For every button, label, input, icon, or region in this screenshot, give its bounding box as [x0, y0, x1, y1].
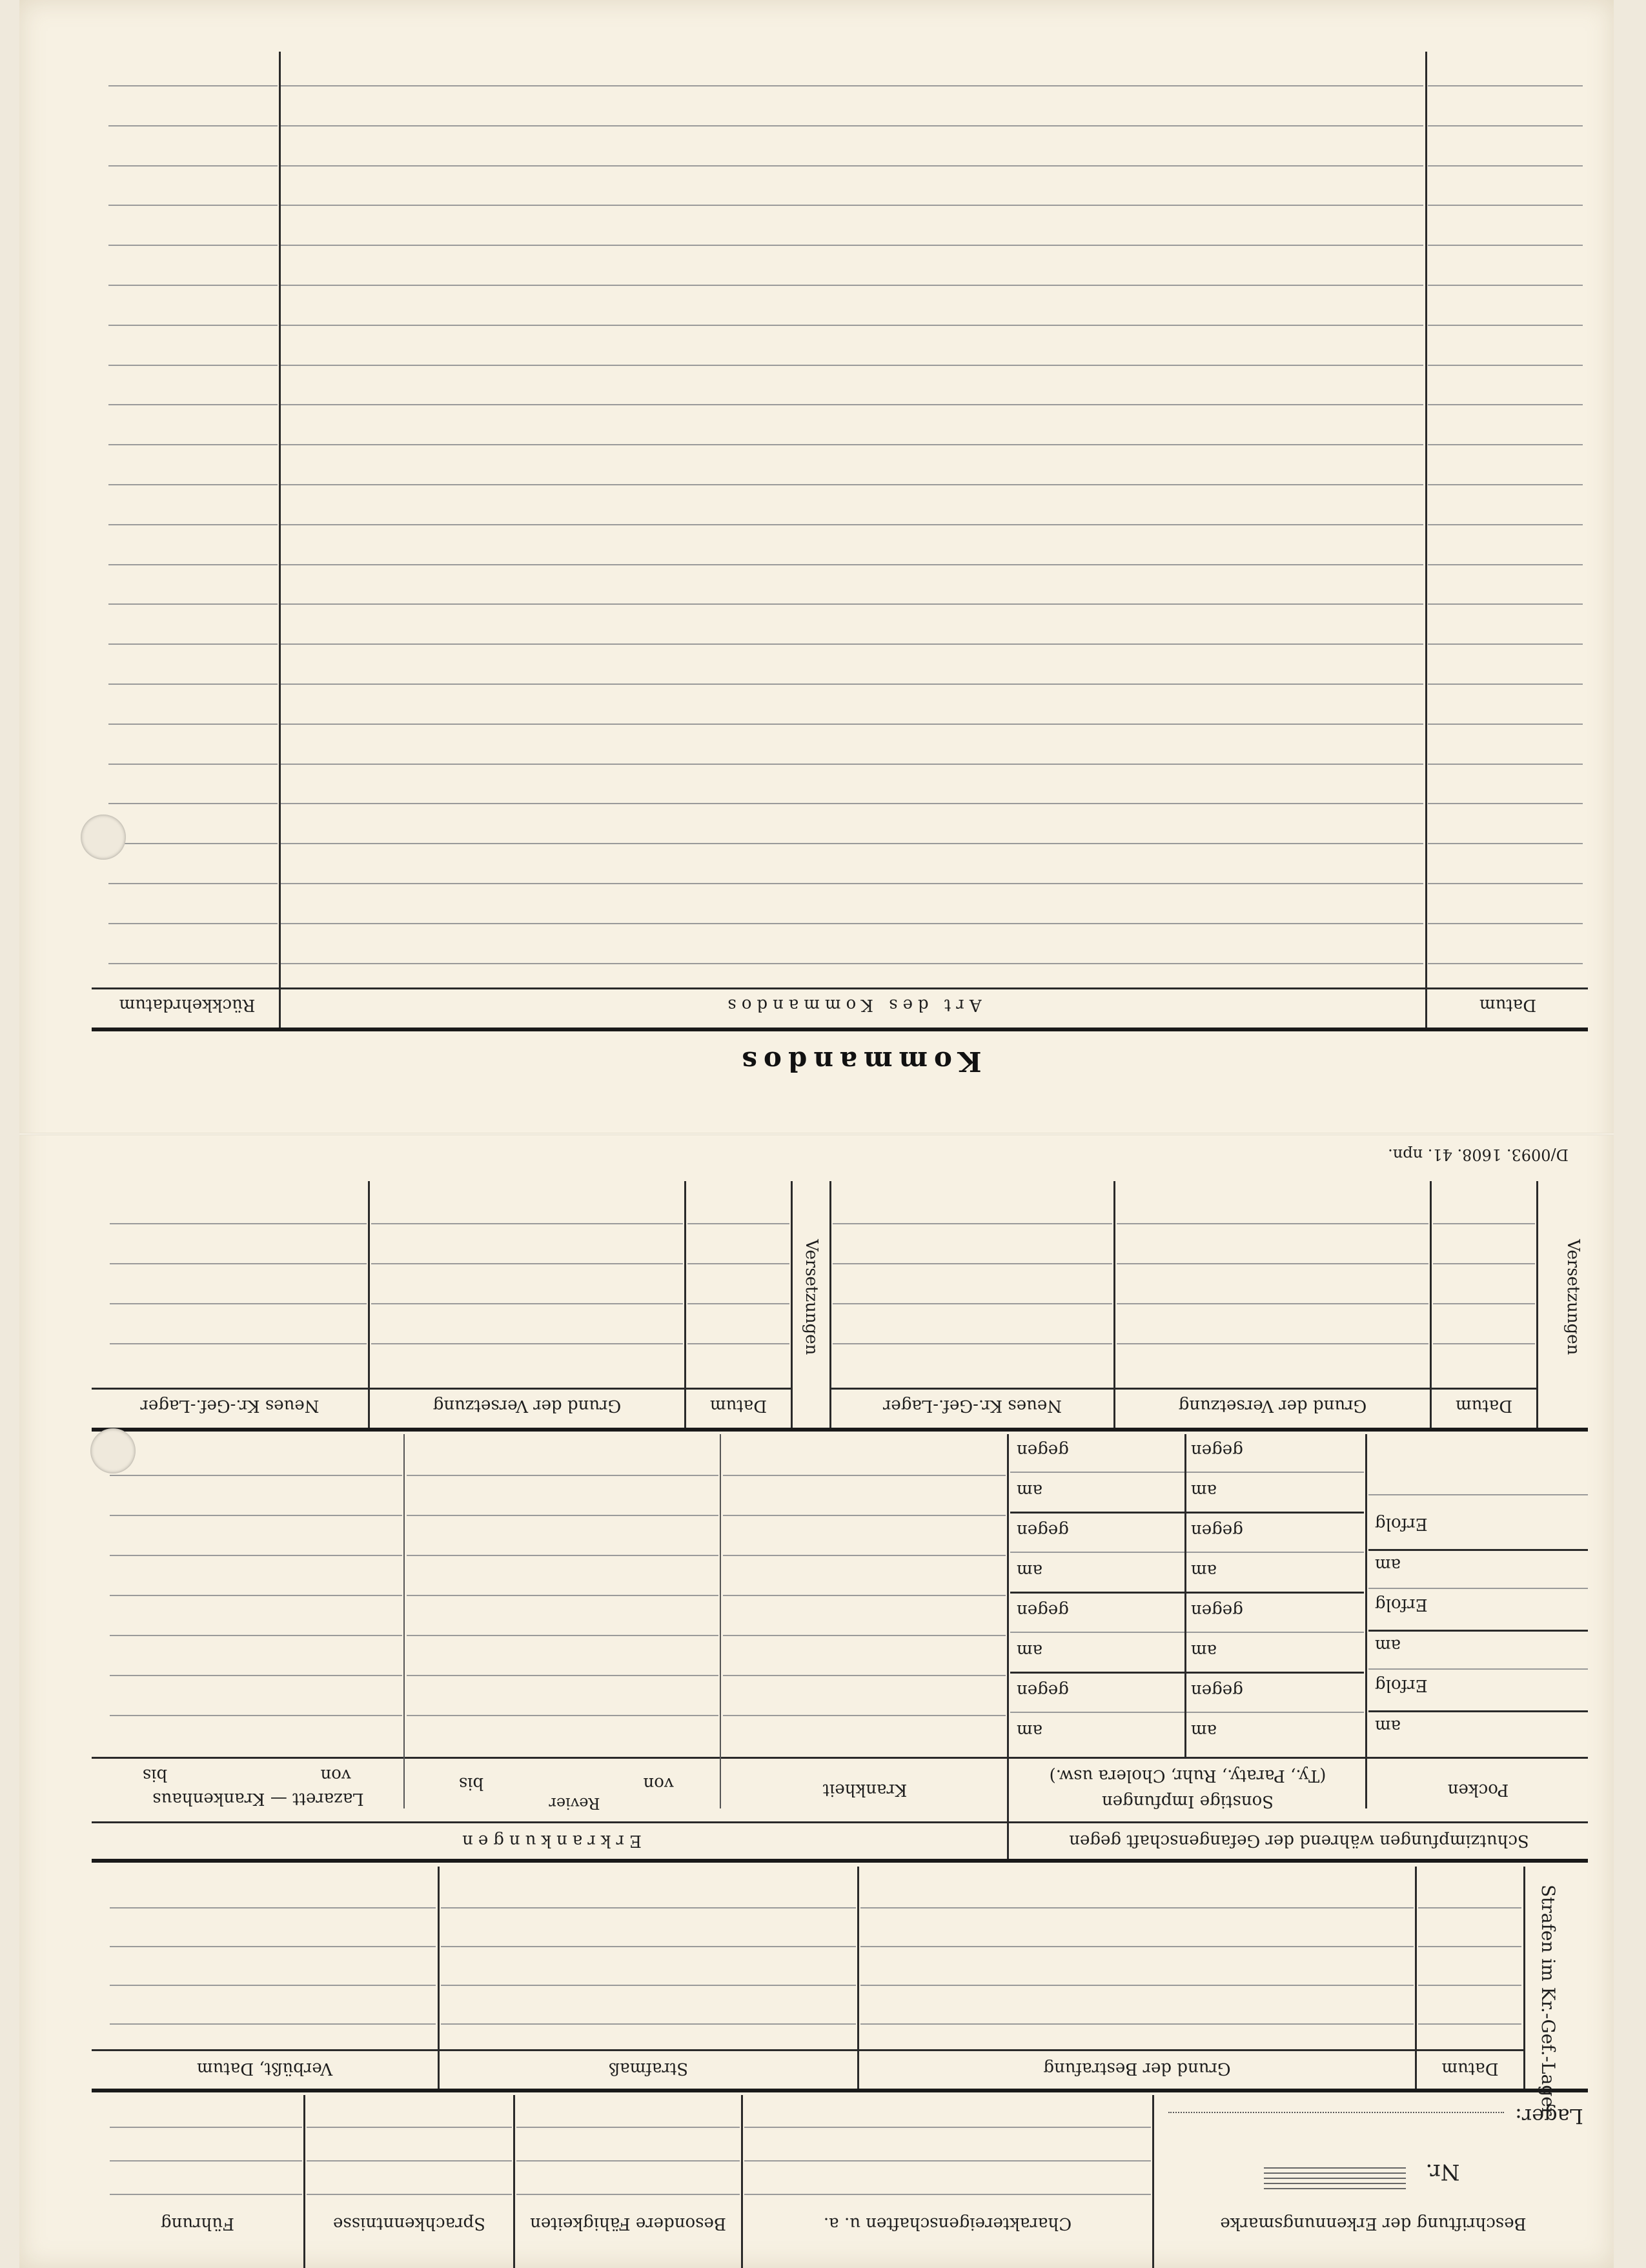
imp-row-line	[1010, 1712, 1364, 1713]
vers-col-date-left: Datum	[709, 1396, 767, 1415]
vers-row-line	[1117, 1343, 1428, 1344]
vers-div-c	[791, 1181, 793, 1430]
erk-row-line	[723, 1595, 1006, 1596]
kommandos-row-line-middle	[281, 165, 1423, 167]
strafen-div-c	[1415, 1867, 1417, 2089]
erk-div-c	[1007, 1434, 1009, 1859]
imp-col2-row-label: am	[1191, 1721, 1217, 1740]
strafen-row-line	[1418, 2023, 1521, 2025]
nr-line-1	[1264, 2167, 1406, 2169]
kommandos-header-top-rule	[92, 987, 1588, 989]
kommandos-col-return: Rückkehrdatum	[119, 995, 256, 1015]
kommandos-row-line-middle	[281, 365, 1423, 366]
imp-header-rule-1	[92, 1757, 1588, 1759]
nr-line-4	[1264, 2183, 1406, 2184]
bottom-row-line	[307, 2194, 512, 2195]
vers-row-line	[110, 1343, 367, 1344]
kommandos-row-line-middle	[281, 285, 1423, 286]
vers-header-rule-left	[92, 1388, 791, 1390]
erk-row-line	[407, 1675, 718, 1676]
punch-hole-top	[81, 815, 126, 860]
erk-row-line	[110, 1475, 402, 1476]
bottom-row-line	[516, 2127, 740, 2128]
vers-row-line	[110, 1223, 367, 1224]
erk-row-line	[407, 1595, 718, 1596]
pocken-am-label: am	[1375, 1716, 1401, 1736]
kommandos-row-line-middle	[281, 85, 1423, 86]
nr-line-5	[1264, 2188, 1406, 2189]
pocken-erfolg-label: Erfolg	[1375, 1676, 1428, 1695]
vers-col-new-camp-left: Neues Kr.-Gef.-Lager	[140, 1396, 320, 1415]
nr-line-2	[1264, 2172, 1406, 2174]
vers-row-line	[687, 1223, 789, 1224]
vers-row-line	[371, 1303, 683, 1304]
kommandos-row-line-left	[108, 85, 278, 86]
kommandos-row-line-middle	[281, 923, 1423, 924]
kommandos-row-line-right	[1428, 963, 1583, 964]
kommandos-row-line-middle	[281, 883, 1423, 884]
vers-row-line	[1433, 1263, 1535, 1264]
kommandos-row-line-right	[1428, 404, 1583, 405]
strafen-div-d	[1523, 1867, 1525, 2089]
erk-div-b	[720, 1434, 721, 1757]
vers-side-label-middle: Versetzungen	[802, 1239, 821, 1355]
vers-bottom-rule	[92, 1428, 1588, 1432]
strafen-row-line	[441, 1946, 856, 1947]
imp-col2-row-label: am	[1191, 1481, 1217, 1500]
imp-div-e	[1365, 1434, 1367, 1757]
strafen-row-line	[110, 1985, 436, 1986]
imp-col1-row-label: am	[1017, 1481, 1043, 1500]
strafen-row-line	[860, 1985, 1414, 1986]
vers-row-line	[687, 1303, 789, 1304]
kommandos-row-line-left	[108, 245, 278, 246]
strafen-col-penalty: Strafmaß	[608, 2059, 689, 2078]
punch-hole-bottom	[90, 1428, 136, 1473]
kommandos-row-line-middle	[281, 683, 1423, 685]
imp-col1-row-label: gegen	[1017, 1681, 1069, 1700]
lazarett-bis: bis	[142, 1765, 168, 1785]
imp-header-div-e	[1365, 1757, 1367, 1808]
bottom-nr-label: Nr.	[1425, 2159, 1460, 2185]
kommandos-row-line-left	[108, 484, 278, 485]
vers-row-line	[1117, 1263, 1428, 1264]
pocken-erfolg-label: Erfolg	[1375, 1595, 1428, 1614]
strafen-row-line	[110, 1946, 436, 1947]
vers-div-b	[684, 1181, 686, 1430]
kommandos-row-line-right	[1428, 764, 1583, 765]
erk-row-line	[110, 1595, 402, 1596]
bottom-div-a	[303, 2095, 305, 2268]
imp-row-line	[1010, 1512, 1364, 1514]
kommandos-row-line-middle	[281, 764, 1423, 765]
fold-crease	[19, 1133, 1614, 1135]
strafen-row-line	[860, 1907, 1414, 1909]
krankheit-col: Krankheit	[822, 1780, 908, 1799]
kommandos-row-line-middle	[281, 245, 1423, 246]
kommandos-row-line-middle	[281, 643, 1423, 645]
vers-side-label-right: Versetzungen	[1563, 1239, 1583, 1355]
lager-dotted-line	[1168, 2112, 1504, 2113]
revier-title: Revier	[549, 1794, 600, 1812]
imp-col1-row-label: am	[1017, 1561, 1043, 1580]
impfungen-header: Schutzimpfungen während der Gefangenschaft gegen	[1069, 1831, 1529, 1850]
kommandos-row-line-left	[108, 165, 278, 167]
vers-row-line	[110, 1263, 367, 1264]
kommandos-row-line-left	[108, 285, 278, 286]
kommandos-row-line-middle	[281, 963, 1423, 964]
vers-row-line	[1433, 1303, 1535, 1304]
imp-row-line	[1010, 1592, 1364, 1594]
pocken-row-line	[1368, 1630, 1588, 1632]
strafen-row-line	[110, 1907, 436, 1909]
imp-col2-row-label: am	[1191, 1561, 1217, 1580]
document-sheet	[19, 0, 1614, 2268]
kommandos-row-line-right	[1428, 643, 1583, 645]
imp-col1-row-label: am	[1017, 1721, 1043, 1740]
bottom-row-line	[110, 2127, 302, 2128]
kommandos-row-line-middle	[281, 484, 1423, 485]
kommandos-row-line-left	[108, 843, 278, 844]
kommandos-row-line-left	[108, 404, 278, 405]
erk-row-line	[723, 1715, 1006, 1716]
pocken-am-label: am	[1375, 1555, 1401, 1574]
imp-header-rule-2	[92, 1821, 1588, 1823]
vers-header-rule-right	[829, 1388, 1536, 1390]
strafen-col-date: Datum	[1441, 2059, 1499, 2078]
kommandos-row-line-right	[1428, 564, 1583, 565]
vers-col-reason-left: Grund der Versetzung	[432, 1396, 622, 1415]
kommandos-row-line-right	[1428, 85, 1583, 86]
erk-row-line	[110, 1675, 402, 1676]
imp-col1-row-label: gegen	[1017, 1441, 1069, 1460]
bottom-row-line	[516, 2160, 740, 2162]
strafen-row-line	[860, 2023, 1414, 2025]
bottom-sprachen: Sprachkenntnisse	[333, 2214, 485, 2233]
kommandos-row-line-middle	[281, 325, 1423, 326]
vers-row-line	[371, 1343, 683, 1344]
imp-col2-row-label: gegen	[1191, 1681, 1243, 1700]
lazarett-title: Lazarett — Krankenhaus	[152, 1789, 364, 1808]
erk-row-line	[723, 1515, 1006, 1516]
kommandos-row-line-middle	[281, 125, 1423, 127]
kommandos-row-line-middle	[281, 724, 1423, 725]
bottom-row-line	[110, 2194, 302, 2195]
erk-header-div-b	[720, 1757, 721, 1808]
vers-row-line	[1433, 1343, 1535, 1344]
bottom-row-line	[110, 2160, 302, 2162]
strafen-div-a	[438, 1867, 440, 2089]
vers-row-line	[833, 1343, 1112, 1344]
vers-div-f	[1430, 1181, 1432, 1430]
strafen-col-reason: Grund der Bestrafung	[1043, 2059, 1231, 2078]
vers-row-line	[833, 1303, 1112, 1304]
kommandos-row-line-right	[1428, 484, 1583, 485]
imp-col1-row-label: am	[1017, 1641, 1043, 1660]
kommandos-row-line-right	[1428, 803, 1583, 804]
strafen-row-line	[110, 2023, 436, 2025]
kommandos-row-line-left	[108, 125, 278, 127]
pocken-col: Pocken	[1447, 1780, 1509, 1799]
bottom-faehigkeiten: Besondere Fähigkeiten	[530, 2214, 726, 2233]
kommandos-row-line-left	[108, 724, 278, 725]
revier-von: von	[643, 1774, 674, 1793]
erk-row-line	[723, 1675, 1006, 1676]
vers-col-date-right: Datum	[1455, 1396, 1513, 1415]
erk-row-line	[407, 1715, 718, 1716]
kommandos-row-line-left	[108, 325, 278, 326]
imp-div-d	[1184, 1434, 1186, 1757]
vers-row-line	[110, 1303, 367, 1304]
kommandos-row-line-right	[1428, 245, 1583, 246]
kommandos-row-line-left	[108, 205, 278, 206]
lazarett-von: von	[320, 1765, 351, 1785]
vers-row-line	[1117, 1223, 1428, 1224]
bottom-div-d	[1152, 2095, 1154, 2268]
kommandos-row-line-left	[108, 764, 278, 765]
imp-row-line	[1010, 1672, 1364, 1674]
bottom-row-line	[744, 2194, 1151, 2195]
erk-row-line	[110, 1555, 402, 1556]
kommandos-row-line-right	[1428, 683, 1583, 685]
kommandos-row-line-right	[1428, 923, 1583, 924]
pocken-row-line	[1368, 1668, 1588, 1670]
vers-row-line	[371, 1223, 683, 1224]
imp-col2-row-label: gegen	[1191, 1601, 1243, 1620]
kommandos-row-line-middle	[281, 444, 1423, 445]
kommandos-row-line-left	[108, 963, 278, 964]
bottom-div-c	[741, 2095, 743, 2268]
strafen-side-label: Strafen im Kr.-Gef.-Lager	[1538, 1885, 1559, 2116]
imp-col2-row-label: am	[1191, 1641, 1217, 1660]
imp-row-line	[1010, 1472, 1364, 1473]
imp-col2-row-label: gegen	[1191, 1441, 1243, 1460]
kommandos-row-line-middle	[281, 205, 1423, 206]
kommandos-col-type: Art des Kommandos	[722, 995, 982, 1015]
vers-row-line	[833, 1223, 1112, 1224]
kommandos-divider-left	[279, 52, 281, 989]
erk-row-line	[110, 1715, 402, 1716]
kommandos-divider-right	[1425, 52, 1427, 1028]
erk-row-line	[723, 1555, 1006, 1556]
imp-bottom-rule	[92, 1859, 1588, 1863]
vers-row-line	[687, 1343, 789, 1344]
erk-row-line	[723, 1475, 1006, 1476]
vers-row-line	[1117, 1303, 1428, 1304]
vers-div-g	[1536, 1181, 1538, 1430]
strafen-row-line	[441, 1907, 856, 1909]
strafen-row-line	[1418, 1907, 1521, 1909]
bottom-charakter: Charaktereigenschaften u. a.	[823, 2214, 1072, 2233]
erk-row-line	[407, 1475, 718, 1476]
imp-row-line	[1010, 1632, 1364, 1633]
strafen-row-line	[441, 1985, 856, 1986]
vers-row-line	[1433, 1223, 1535, 1224]
kommandos-col-date: Datum	[1479, 995, 1537, 1015]
bottom-row-line	[307, 2127, 512, 2128]
strafen-row-line	[860, 1946, 1414, 1947]
strafen-div-b	[857, 1867, 859, 2089]
vers-row-line	[687, 1263, 789, 1264]
bottom-erkennungsmarke: Beschriftung der Erkennungsmarke	[1220, 2214, 1527, 2233]
kommandos-row-line-left	[108, 643, 278, 645]
bottom-lager-label: Lager:	[1515, 2104, 1583, 2129]
kommandos-row-line-middle	[281, 603, 1423, 605]
revier-bis: bis	[458, 1774, 484, 1793]
erkrankungen-header: Erkrankungen	[457, 1831, 642, 1850]
pocken-row-line	[1368, 1588, 1588, 1589]
kommandos-row-line-right	[1428, 843, 1583, 844]
kommandos-row-line-right	[1428, 165, 1583, 167]
kommandos-row-line-left	[108, 444, 278, 445]
vers-div-e	[1113, 1181, 1115, 1430]
pocken-row-line	[1368, 1494, 1588, 1495]
vers-div-d	[829, 1181, 831, 1430]
kommandos-row-line-right	[1428, 724, 1583, 725]
pocken-row-line	[1368, 1710, 1588, 1712]
kommandos-row-line-left	[108, 564, 278, 565]
bottom-div-b	[513, 2095, 515, 2268]
imp-row-line	[1010, 1552, 1364, 1553]
vers-col-reason-right: Grund der Versetzung	[1178, 1396, 1367, 1415]
kommandos-row-line-middle	[281, 843, 1423, 844]
kommandos-row-line-middle	[281, 564, 1423, 565]
sonstige-line2: (Ty., Paraty., Ruhr, Cholera usw.)	[1049, 1766, 1326, 1785]
kommandos-header-bottom-rule	[92, 1028, 1588, 1031]
kommandos-row-line-left	[108, 803, 278, 804]
erk-row-line	[407, 1635, 718, 1636]
pocken-erfolg-label: Erfolg	[1375, 1514, 1428, 1534]
vers-col-new-camp-right: Neues Kr.-Gef.-Lager	[882, 1396, 1062, 1415]
strafen-bottom-rule	[92, 2089, 1588, 2092]
erk-row-line	[110, 1635, 402, 1636]
kommandos-header-div-1	[279, 987, 281, 1028]
imp-col2-row-label: gegen	[1191, 1521, 1243, 1540]
kommandos-row-line-left	[108, 365, 278, 366]
imp-col1-row-label: gegen	[1017, 1521, 1069, 1540]
print-code: D/0093. 1608. 41. npn.	[1388, 1146, 1569, 1164]
kommandos-row-line-left	[108, 923, 278, 924]
strafen-row-line	[1418, 1985, 1521, 1986]
kommandos-row-line-right	[1428, 125, 1583, 127]
vers-div-a	[368, 1181, 370, 1430]
kommandos-row-line-left	[108, 683, 278, 685]
kommandos-row-line-right	[1428, 524, 1583, 525]
pocken-row-line	[1368, 1549, 1588, 1551]
bottom-row-line	[744, 2127, 1151, 2128]
kommandos-row-line-middle	[281, 404, 1423, 405]
strafen-header-rule	[92, 2049, 1523, 2051]
kommandos-row-line-right	[1428, 365, 1583, 366]
erk-header-div-a	[403, 1757, 405, 1808]
erk-div-a	[403, 1434, 405, 1757]
kommandos-row-line-right	[1428, 444, 1583, 445]
kommandos-row-line-middle	[281, 803, 1423, 804]
bottom-row-line	[307, 2160, 512, 2162]
erk-row-line	[110, 1515, 402, 1516]
imp-col1-row-label: gegen	[1017, 1601, 1069, 1620]
vers-row-line	[371, 1263, 683, 1264]
kommandos-title: Kommandos	[735, 1046, 982, 1077]
bottom-row-line	[516, 2194, 740, 2195]
kommandos-row-line-right	[1428, 205, 1583, 206]
vers-row-line	[833, 1263, 1112, 1264]
bottom-row-line	[744, 2160, 1151, 2162]
kommandos-row-line-right	[1428, 883, 1583, 884]
kommandos-row-line-left	[108, 524, 278, 525]
sonstige-line1: Sonstige Impfungen	[1101, 1792, 1274, 1811]
erk-row-line	[407, 1555, 718, 1556]
kommandos-row-line-right	[1428, 603, 1583, 605]
erk-row-line	[407, 1515, 718, 1516]
nr-line-3	[1264, 2178, 1406, 2179]
bottom-fuehrung: Führung	[160, 2214, 235, 2233]
kommandos-row-line-left	[108, 603, 278, 605]
pocken-am-label: am	[1375, 1635, 1401, 1655]
erk-row-line	[723, 1635, 1006, 1636]
kommandos-row-line-middle	[281, 524, 1423, 525]
strafen-col-served: Verbüßt, Datum	[196, 2059, 333, 2078]
kommandos-row-line-left	[108, 883, 278, 884]
kommandos-row-line-right	[1428, 285, 1583, 286]
strafen-row-line	[441, 2023, 856, 2025]
strafen-row-line	[1418, 1946, 1521, 1947]
kommandos-row-line-right	[1428, 325, 1583, 326]
